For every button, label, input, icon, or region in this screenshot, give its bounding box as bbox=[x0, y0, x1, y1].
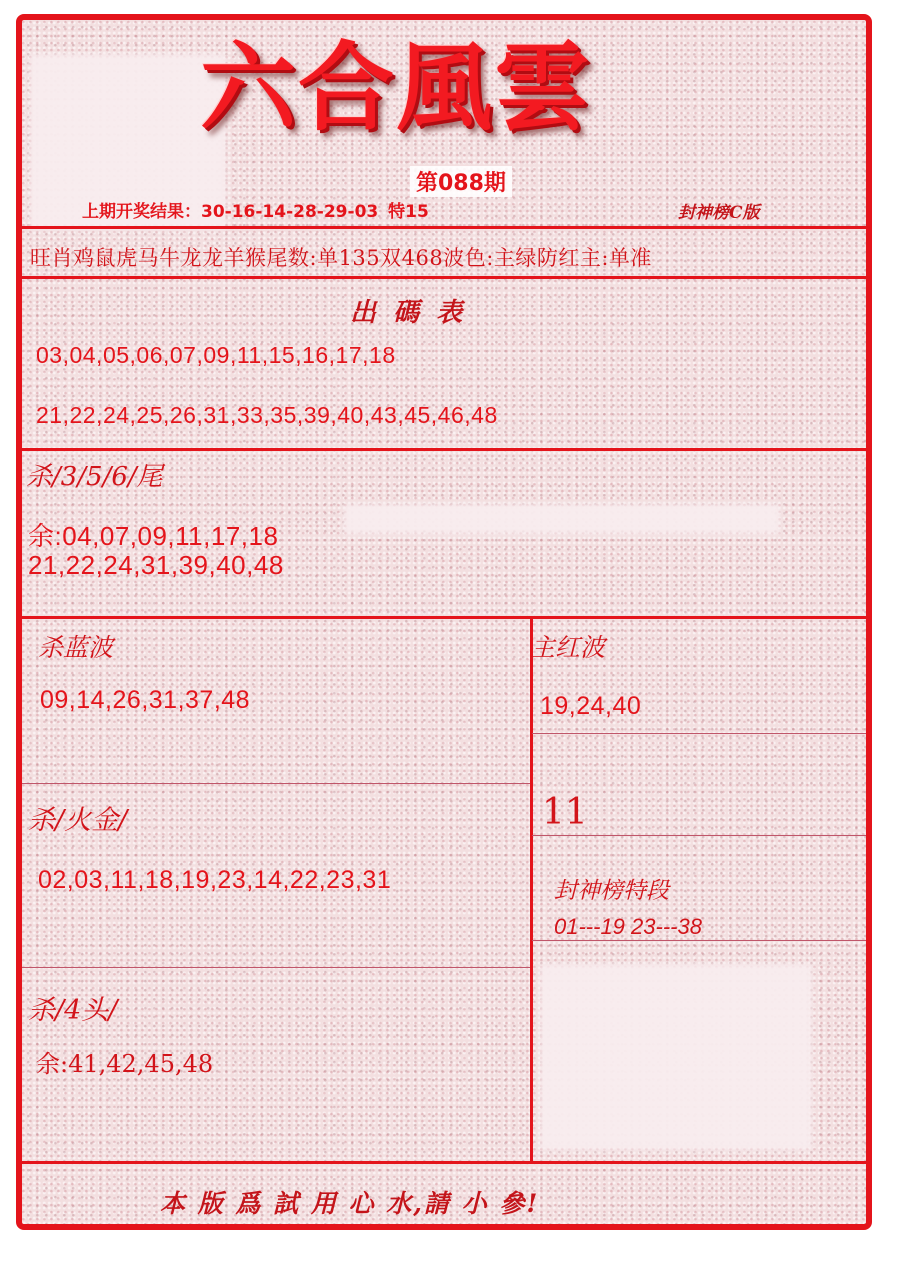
footer-note: 本 版 爲 試 用 心 水,請 小 參! bbox=[160, 1189, 540, 1218]
info-line: 旺肖鸡鼠虎马牛龙龙羊猴尾数:单135双468波色:主绿防红主:单准 bbox=[30, 246, 652, 270]
numbers-row-1: 03,04,05,06,07,09,11,15,16,17,18 bbox=[36, 342, 396, 368]
numbers-table-title: 出 碼 表 bbox=[350, 298, 467, 328]
divider bbox=[532, 835, 866, 836]
last-result bbox=[82, 197, 429, 222]
divider bbox=[22, 1161, 866, 1164]
kill-head-title: 杀/4头/ bbox=[28, 995, 118, 1026]
special-number: 特15 bbox=[388, 202, 429, 222]
edition-label: 封神榜C版 bbox=[678, 203, 760, 223]
special-segment-value: 01---19 23---38 bbox=[554, 914, 702, 939]
kill-blue-title: 杀蓝波 bbox=[38, 633, 114, 662]
blurred-area bbox=[540, 964, 812, 1150]
issue-number: 第088期 bbox=[410, 166, 512, 197]
kill-fire-gold-title: 杀/火金/ bbox=[28, 805, 128, 836]
column-divider bbox=[530, 618, 533, 1161]
divider bbox=[22, 783, 530, 784]
divider bbox=[22, 616, 866, 619]
kill-fire-gold-numbers: 02,03,11,18,19,23,14,22,23,31 bbox=[38, 866, 392, 894]
divider bbox=[532, 733, 866, 734]
divider bbox=[22, 226, 866, 229]
divider bbox=[532, 940, 866, 941]
kill-blue-numbers: 09,14,26,31,37,48 bbox=[40, 686, 251, 714]
kill-tail-row-2: 21,22,24,31,39,40,48 bbox=[28, 550, 284, 580]
kill-tail-title: 杀/3/5/6/尾 bbox=[26, 462, 163, 492]
divider bbox=[22, 448, 866, 451]
single-number: 11 bbox=[542, 792, 588, 833]
last-result-label: 上期开奖结果： bbox=[82, 202, 201, 222]
special-segment-title: 封神榜特段 bbox=[554, 878, 669, 904]
kill-tail-row-1: 余:04,07,09,11,17,18 bbox=[28, 521, 279, 551]
last-result-numbers: 30-16-14-28-29-03 bbox=[201, 202, 379, 222]
divider bbox=[22, 967, 530, 968]
main-red-numbers: 19,24,40 bbox=[540, 692, 642, 720]
divider bbox=[22, 276, 866, 279]
kill-head-remaining: 余:41,42,45,48 bbox=[36, 1050, 214, 1078]
main-red-title: 主红波 bbox=[530, 633, 606, 662]
poster-title: 六合風雲 bbox=[200, 31, 592, 144]
poster-sheet bbox=[16, 14, 872, 1230]
blurred-area bbox=[344, 504, 780, 534]
numbers-row-2: 21,22,24,25,26,31,33,35,39,40,43,45,46,48 bbox=[36, 402, 498, 428]
